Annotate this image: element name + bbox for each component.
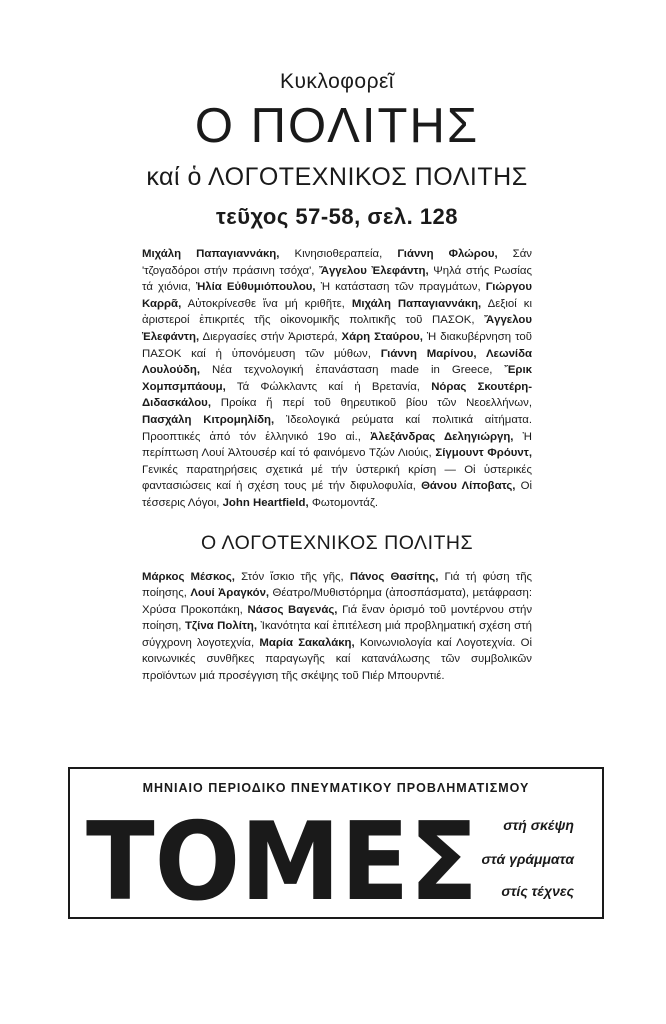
entry-title: Ἰδεολογικά ρεύματα καί πολιτικά αἰτήματα. Προοπτικές ἀπό τόν ἑλληνικό 19ο αἰ., (142, 413, 532, 443)
entry-author: Ἔρικ Χομπσμπάουμ, (142, 364, 532, 393)
entry-title: Κινησιοθεραπεία, (279, 248, 398, 260)
entry-title: Δεξιοί κι ἀριστεροί ἐπικριτές τῆς οἰκονομικῆς πολιτικῆς τοῦ ΠΑΣΟΚ, (142, 297, 532, 327)
contents-list-logotechnikos (142, 569, 532, 685)
entry-title: Γενικές παρατηρήσεις σχετικά μέ τήν ὑστερική κρίση — Οἱ ὑστερικές φαντασιώσεις καί ἡ σχέση τους μέ τήν διφυλοφυλία, (142, 463, 532, 493)
entry-author: Λουί Ἀραγκόν, (190, 587, 270, 600)
literary-section-title: Ο ΛΟΓΟΤΕΧΝΙΚΟΣ ΠΟΛΙΤΗΣ (200, 531, 474, 554)
entry-title: Ψηλά στής Ρωσίας τά χιόνια, (142, 264, 533, 294)
entry-author: John Heartfield, (222, 496, 309, 509)
entry-title: Στόν ἴσκιο τῆς γῆς, (234, 570, 350, 583)
tomes-motto-arts: στίς τέχνες (501, 883, 574, 899)
entry-title: Θέατρο/Μυθιστόρημα (ἀποσπάσματα), μετάφραση: Χρύσα Προκοπάκη, (142, 587, 532, 616)
tomes-motto-letters: στά γράμματα (481, 851, 574, 867)
entry-author: Πάνος Θασίτης, (349, 570, 439, 583)
entry-author: Θάνου Λίποβατς, (421, 480, 516, 493)
entry-author: Γιάννη Φλώρου, (397, 248, 498, 260)
entry-author: Γιώργου Καρρᾶ, (142, 281, 532, 310)
entry-title: Ἡ περίπτωση Λουί Ἀλτουσέρ καί τό φαινόμενο Τζών Λιούις, (142, 430, 532, 460)
entry-author: Νόρας Σκουτέρη-Διδασκάλου, (142, 380, 532, 410)
entry-author: Ἀλεξάνδρας Δεληγιώργη, (370, 430, 514, 443)
entry-title: Γιά ἕναν ὁρισμό τοῦ μοντέρνου στήν ποίηση, (142, 603, 533, 633)
entry-title: Προίκα ἤ περί τοῦ θηρευτικοῦ βίου τῶν Νεοελλήνων, (210, 397, 532, 410)
tomes-logo (86, 807, 486, 911)
entry-title: Ἡ διακυβέρνηση τοῦ ΠΑΣΟΚ καί ἡ ὑπονόμευση τῶν μύθων, (142, 330, 532, 360)
entry-title: Κοινωνιολογία καί Λογοτεχνία. Οἱ κοινωνικές συνθῆκες παραγωγῆς καί κατανάλωσης τῶν συμβολικῶν προϊόντων μιά προσέγγιση τῆς σκέψης τοῦ Πιέρ Μπουρντιέ. (142, 636, 532, 683)
magazine-subtitle: καί ὁ ΛΟΓΟΤΕΧΝΙΚΟΣ ΠΟΛΙΤΗΣ (146, 163, 528, 191)
tomes-motto-thought: στή σκέψη (503, 817, 574, 833)
entry-title: Νέα τεχνολογική ἐπανάσταση made in Greece, (200, 364, 505, 377)
entry-title: Διεργασίες στήν Ἀριστερά, (199, 330, 342, 343)
contents-list-politis (142, 246, 532, 512)
entry-author: Πασχάλη Κιτρομηλίδη, (142, 413, 275, 426)
entry-author: Ἄγγελου Ἐλεφάντη, (319, 264, 429, 277)
entry-author: Γιάννη Μαρίνου, Λεωνίδα Λουλούδη, (142, 347, 532, 377)
tomes-tagline: ΜΗΝΙΑΙΟ ΠΕΡΙΟΔΙΚΟ ΠΝΕΥΜΑΤΙΚΟΥ ΠΡΟΒΛΗΜΑΤΙΣΜΟΥ (142, 781, 530, 795)
now-circulating-label: Κυκλοφορεῖ (279, 70, 395, 93)
entry-author: Χάρη Σταύρου, (341, 330, 423, 343)
entry-title: Φωτομοντάζ. (308, 496, 379, 509)
tomes-advertisement (68, 767, 604, 919)
entry-title: Ἡ κατάσταση τῶν πραγμάτων, (315, 281, 486, 294)
entry-author: Μάρκος Μέσκος, (142, 570, 235, 583)
entry-author: Νάσος Βαγενάς, (247, 603, 338, 616)
entry-author: Μιχάλη Παπαγιαννάκη, (351, 297, 482, 310)
politis-advertisement (142, 60, 532, 685)
entry-author: Τζίνα Πολίτη, (184, 620, 258, 633)
entry-title: Οἱ τέσσερις Λόγοι, (142, 480, 532, 509)
entry-author: Ἄγγελου Ἐλεφάντη, (142, 314, 532, 343)
entry-author: Μαρία Σακαλάκη, (259, 636, 355, 649)
entry-title: Γιά τή φύση τῆς ποίησης, (142, 570, 533, 600)
entry-title: Ἱκανότητα καί ἐπιτέλεση μιά προβληματική σχέση στή σύγχρονη λογοτεχνία, (142, 620, 533, 649)
magazine-title: Ο ΠΟΛΙΤΗΣ (194, 99, 480, 153)
entry-title: Τά Φώλκλαντς καί ἡ Βρετανία, (225, 380, 432, 393)
issue-info: τεῦχος 57-58, σελ. 128 (215, 204, 459, 229)
entry-title: Σάν 'τζογαδόροι στήν πράσινη τσόχα', (142, 248, 532, 277)
tomes-logo-text: ΤΟΜΕΣ (86, 807, 478, 911)
entry-author: Σίγμουντ Φρόυντ, (435, 447, 532, 460)
entry-author: Μιχάλη Παπαγιαννάκη, (142, 248, 280, 260)
entry-title: Αὐτοκρίνεσθε ἵνα μή κριθῆτε, (181, 297, 352, 310)
entry-author: Ἠλία Εὐθυμιόπουλου, (195, 281, 316, 294)
